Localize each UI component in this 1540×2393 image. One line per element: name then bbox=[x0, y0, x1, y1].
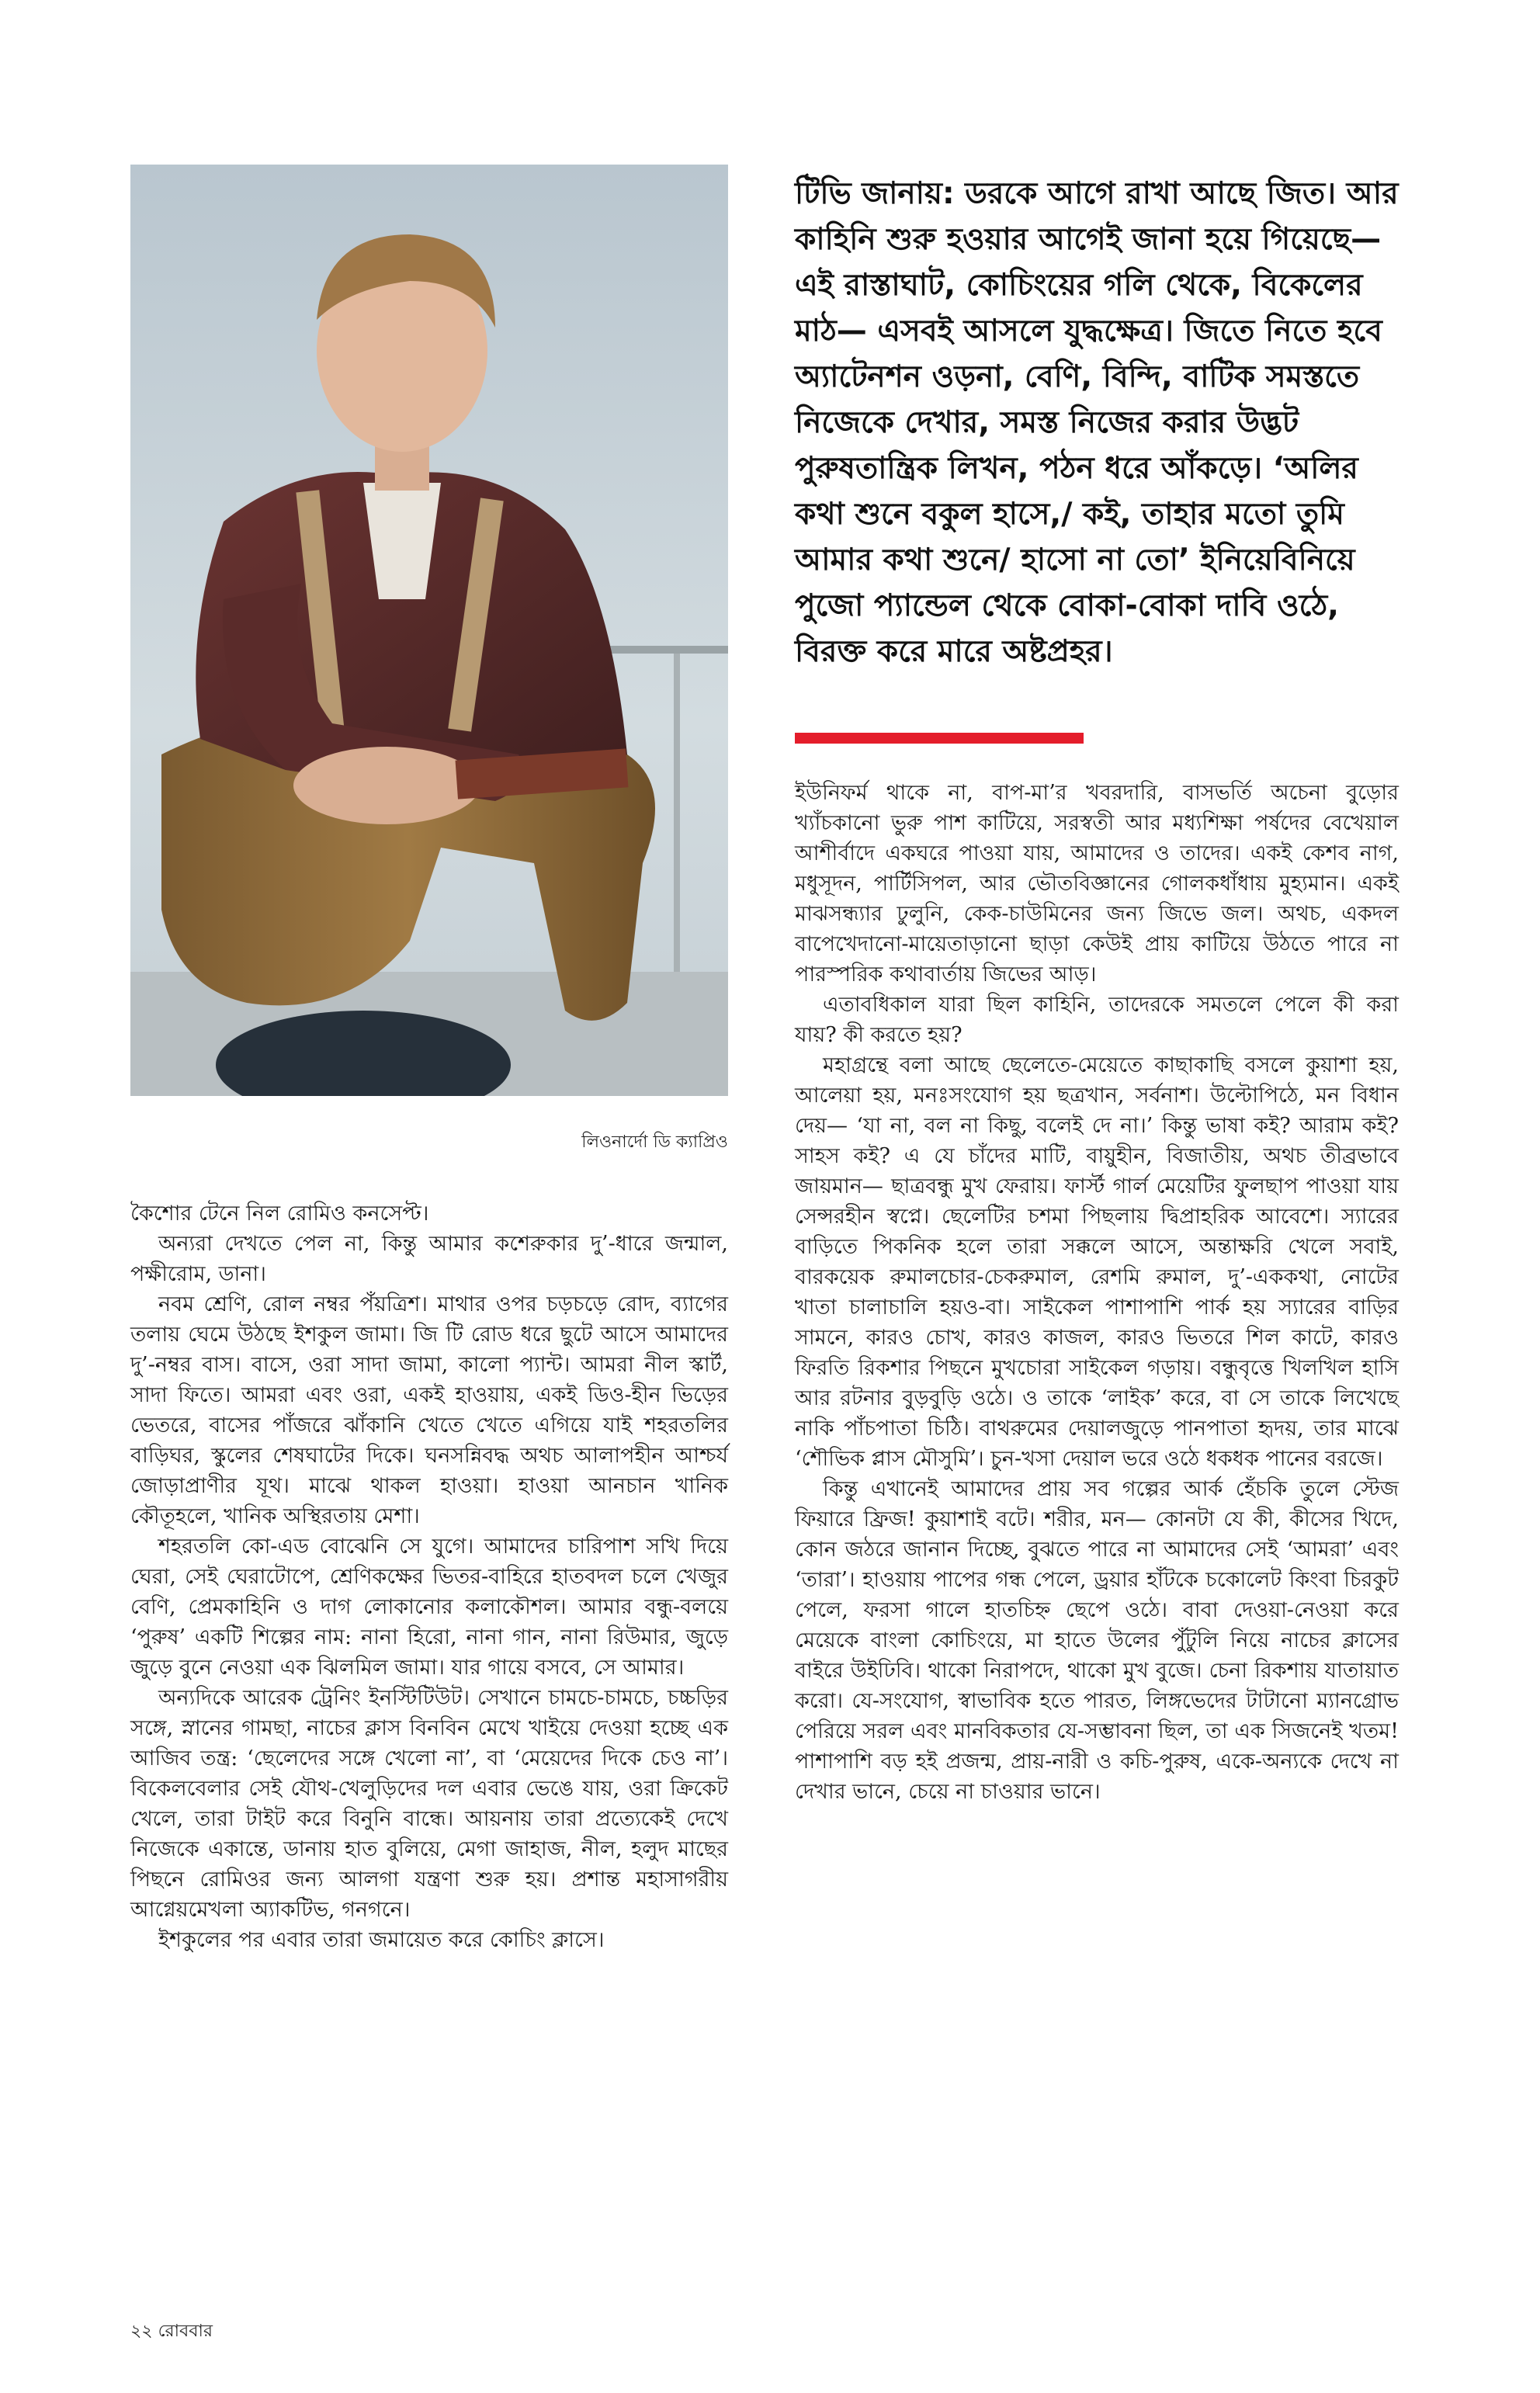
paragraph: কিন্তু এখানেই আমাদের প্রায় সব গল্পের আর্ক হেঁচকি তুলে স্টেজ ফিয়ারে ফ্রিজ! কুয়াশাই বটে। শরীর, মন— কোনটা যে কী, কীসের খিদে, কোন জঠরে জানান দিচ্ছে, বুঝতে পারে না আমাদের সেই ‘আমরা’ এবং ‘তারা’। হাওয়ায় পাপের গন্ধ পেলে, ড্রয়ার হাঁটকে চকোলেট কিংবা চিরকুট পেলে, ফরসা গালে হাতচিহ্ন ছেপে ওঠে। বাবা দেওয়া-নেওয়া করে মেয়েকে বাংলা কোচিংয়ে, মা হাতে উলের পুঁটুলি নিয়ে নাচের ক্লাসের বাইরে উইঢিবি। থাকো নিরাপদে, থাকো মুখ বুজে। চেনা রিকশায় যাতায়াত করো। যে-সংযোগ, স্বাভাবিক হতে পারত, লিঙ্গভেদের টাটানো ম্যানগ্রোভ পেরিয়ে সরল এবং মানবিকতার যে-সম্ভাবনা ছিল, তা এক সিজনেই খতম! পাশাপাশি বড় হই প্রজন্ম, প্রায়-নারী ও কচি-পুরুষ, একে-অন্যকে দেখে না দেখার ভানে, চেয়ে না চাওয়ার ভানে। bbox=[795, 1477, 1399, 1804]
accent-rule bbox=[795, 733, 1084, 744]
paragraph: ইউনিফর্ম থাকে না, বাপ-মা’র খবরদারি, বাসভর্তি অচেনা বুড়োর খ্যাঁচকানো ভুরু পাশ কাটিয়ে, সরস্বতী আর মধ্যশিক্ষা পর্ষদের বেখেয়াল আশীর্বাদে একঘরে পাওয়া যায়, আমাদের ও তাদের। একই কেশব নাগ, মধুসূদন, পার্টিসিপল, আর ভৌতবিজ্ঞানের গোলকধাঁধায় মুহ্যমান। একই মাঝসন্ধ্যার ঢুলুনি, কেক-চাউমিনের জন্য জিভে জল। অথচ, একদল বাপেখেদানো-মায়েতাড়ানো ছাড়া কেউই প্রায় কাটিয়ে উঠতে পারে না পারস্পরিক কথাবার্তায় জিভের আড়। bbox=[795, 781, 1399, 987]
photo-caption: লিওনার্দো ডি ক্যাপ্রিও bbox=[581, 1132, 728, 1152]
page-number: ২২ রোববার bbox=[130, 2322, 213, 2341]
paragraph: শহরতলি কো-এড বোঝেনি সে যুগে। আমাদের চারিপাশ সখি দিয়ে ঘেরা, সেই ঘেরাটোপে, শ্রেণিকক্ষের ভিতর-বাহিরে হাতবদল চলে খেজুর বেণি, প্রেমকাহিনি ও দাগ লোকানোর কলাকৌশল। আমার বন্ধু-বলয়ে ‘পুরুষ’ একটি শিল্পের নাম: নানা হিরো, নানা গান, নানা রিউমার, জুড়ে জুড়ে বুনে নেওয়া এক ঝিলমিল জামা। যার গায়ে বসবে, সে আমার। bbox=[130, 1535, 728, 1680]
paragraph: কৈশোর টেনে নিল রোমিও কনসেপ্ট। bbox=[130, 1202, 429, 1226]
paragraph: মহাগ্রন্থে বলা আছে ছেলেতে-মেয়েতে কাছাকাছি বসলে কুয়াশা হয়, আলেয়া হয়, মনঃসংযোগ হয় ছত্রখান, সর্বনাশ। উল্টোপিঠে, মন বিধান দেয়— ‘যা না, বল না কিছু, বলেই দে না।’ কিন্তু ভাষা কই? আরাম কই? সাহস কই? এ যে চাঁদের মাটি, বায়ুহীন, বিজাতীয়, অথচ তীব্রভাবে জায়মান— ছাত্রবন্ধু মুখ ফেরায়। ফার্স্ট গার্ল মেয়েটির ফুলছাপ পাওয়া যায় সেন্সরহীন স্বপ্নে। ছেলেটির চশমা পিছলায় দ্বিপ্রাহরিক আবেশে। স্যারের বাড়িতে পিকনিক হলে তারা সক্কলে আসে, অন্তাক্ষরি খেলে সবাই, বারকয়েক রুমালচোর-চেকরুমাল, রেশমি রুমাল, দু’-এককথা, নোটের খাতা চালাচালি হয়ও-বা। সাইকেল পাশাপাশি পার্ক হয় স্যারের বাড়ির সামনে, কারও চোখ, কারও কাজল, কারও ভিতরে শিল কাটে, কারও ফিরতি রিকশার পিছনে মুখচোরা সাইকেল গড়ায়। বন্ধুবৃত্তে খিলখিল হাসি আর রটনার বুড়বুড়ি ওঠে। ও তাকে ‘লাইক’ করে, বা সে তাকে লিখেছে নাকি পাঁচপাতা চিঠি। বাথরুমের দেয়ালজুড়ে পানপাতা হৃদয়, তার মাঝে ‘শৌভিক প্লাস মৌসুমি’। চুন-খসা দেয়াল ভরে ওঠে ধকধক পানের বরজে। bbox=[795, 1053, 1399, 1471]
right-column bbox=[795, 778, 1399, 1807]
left-column bbox=[130, 1198, 728, 1955]
paragraph: নবম শ্রেণি, রোল নম্বর পঁয়ত্রিশ। মাথার ওপর চড়চড়ে রোদ, ব্যাগের তলায় ঘেমে উঠছে ইশকুল জামা। জি টি রোড ধরে ছুটে আসে আমাদের দু’-নম্বর বাস। বাসে, ওরা সাদা জামা, কালো প্যান্ট। আমরা নীল স্কার্ট, সাদা ফিতে। আমরা এবং ওরা, একই হাওয়ায়, একই ডিও-হীন ভিড়ের ভেতরে, বাসের পাঁজরে ঝাঁকানি খেতে খেতে এগিয়ে যাই শহরতলির বাড়িঘর, স্কুলের শেষঘাটের দিকে। ঘনসন্নিবদ্ধ অথচ আলাপহীন আশ্চর্য জোড়াপ্রাণীর যূথ। মাঝে থাকল হাওয়া। হাওয়া আনচান খানিক কৌতূহলে, খানিক অস্থিরতায় মেশা। bbox=[130, 1292, 728, 1528]
pull-quote: টিভি জানায়: ডরকে আগে রাখা আছে জিত। আর কাহিনি শুরু হওয়ার আগেই জানা হয়ে গিয়েছে— এই রাস্তাঘাট, কোচিংয়ের গলি থেকে, বিকেলের মাঠ— এসবই আসলে যুদ্ধক্ষেত্র। জিতে নিতে হবে অ্যাটেনশন ওড়না, বেণি, বিন্দি, বাটিক সমস্ততে নিজেকে দেখার, সমস্ত নিজের করার উদ্ভট পুরুষতান্ত্রিক লিখন, পঠন ধরে আঁকড়ে। ‘অলির কথা শুনে বকুল হাসে,/ কই, তাহার মতো তুমি আমার কথা শুনে/ হাসো না তো’ ইনিয়েবিনিয়ে পুজো প্যান্ডেল থেকে বোকা-বোকা দাবি ওঠে, বিরক্ত করে মারে অষ্টপ্রহর। bbox=[795, 176, 1399, 669]
actor-photo bbox=[130, 165, 728, 1096]
paragraph: অন্যরা দেখতে পেল না, কিন্তু আমার কশেরুকার দু’-ধারে জন্মাল, পক্ষীরোম, ডানা। bbox=[130, 1232, 728, 1286]
paragraph: এতাবধিকাল যারা ছিল কাহিনি, তাদেরকে সমতলে পেলে কী করা যায়? কী করতে হয়? bbox=[795, 993, 1399, 1047]
actor-photo-illustration bbox=[130, 165, 728, 1096]
paragraph: অন্যদিকে আরেক ট্রেনিং ইনস্টিটিউট। সেখানে চামচে-চামচে, চচ্চড়ির সঙ্গে, স্নানের গামছা, নাচের ক্লাস বিনবিন মেখে খাইয়ে দেওয়া হচ্ছে এক আজিব তন্ত্র: ‘ছেলেদের সঙ্গে খেলো না’, বা ‘মেয়েদের দিকে চেও না’। বিকেলবেলার সেই যৌথ-খেলুড়িদের দল এবার ভেঙে যায়, ওরা ক্রিকেট খেলে, তারা টাইট করে বিনুনি বান্ধে। আয়নায় তারা প্রত্যেকেই দেখে নিজেকে একান্তে, ডানায় হাত বুলিয়ে, মেগা জাহাজ, নীল, হলুদ মাছের পিছনে রোমিওর জন্য আলগা যন্ত্রণা শুরু হয়। প্রশান্ত মহাসাগরীয় আগ্নেয়মেখলা অ্যাকটিভ, গনগনে। bbox=[130, 1686, 728, 1922]
paragraph: ইশকুলের পর এবার তারা জমায়েত করে কোচিং ক্লাসে। bbox=[158, 1928, 605, 1952]
